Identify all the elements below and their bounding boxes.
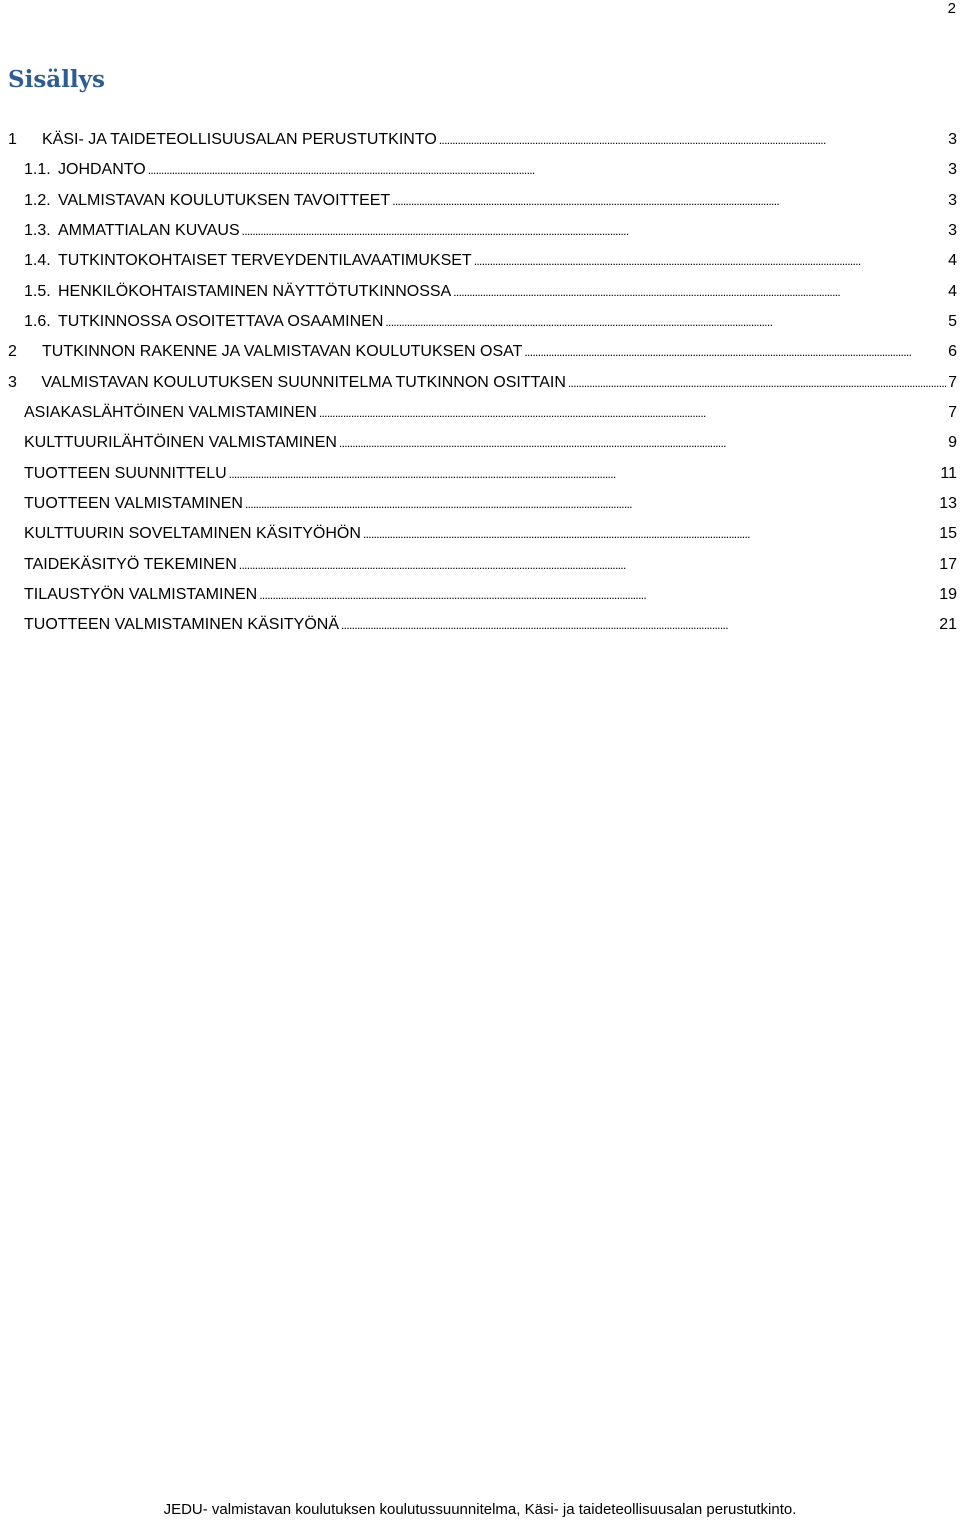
toc-entry-page: 3 [948, 191, 957, 209]
toc-entry-number: 1.4. [24, 252, 51, 270]
toc-entry-page: 4 [948, 252, 957, 270]
toc-entry[interactable] [8, 519, 957, 549]
toc-entry[interactable] [8, 186, 957, 216]
table-of-contents [8, 125, 957, 641]
toc-entry[interactable] [8, 610, 957, 640]
toc-entry-number: 1.3. [24, 221, 51, 239]
toc-dot-leader [392, 186, 946, 216]
toc-entry-title: VALMISTAVAN KOULUTUKSEN SUUNNITELMA TUTKINNON OSITTAIN [41, 373, 566, 391]
toc-dot-leader [245, 489, 937, 519]
toc-entry[interactable] [8, 216, 957, 246]
toc-entry-page: 6 [948, 343, 957, 361]
toc-entry[interactable] [8, 155, 957, 185]
toc-entry-page: 13 [939, 494, 957, 512]
page-number: 2 [947, 0, 956, 17]
toc-dot-leader [339, 428, 946, 458]
toc-entry-page: 9 [948, 434, 957, 452]
toc-entry[interactable] [8, 550, 957, 580]
toc-entry-number: 1.5. [24, 282, 51, 300]
toc-dot-leader [524, 337, 946, 367]
toc-entry-page: 4 [948, 282, 957, 300]
toc-entry-number: 3 [8, 373, 17, 391]
toc-entry-number: 1 [8, 131, 17, 148]
toc-dot-leader [568, 368, 946, 398]
toc-entry-title: KULTTUURIN SOVELTAMINEN KÄSITYÖHÖN [24, 525, 361, 543]
toc-entry-title: TUTKINNON RAKENNE JA VALMISTAVAN KOULUTUKSEN OSAT [42, 343, 523, 361]
toc-entry[interactable] [8, 580, 957, 610]
toc-dot-leader [474, 246, 946, 276]
toc-dot-leader [341, 610, 937, 640]
toc-entry-title: TUTKINNOSSA OSOITETTAVA OSAAMINEN [58, 312, 384, 330]
toc-entry-page: 19 [939, 585, 957, 603]
toc-dot-leader [239, 550, 937, 580]
toc-entry[interactable] [8, 398, 957, 428]
toc-dot-leader [242, 216, 946, 246]
toc-entry-title: TAIDEKÄSITYÖ TEKEMINEN [24, 555, 237, 573]
toc-dot-leader [148, 155, 946, 185]
toc-entry[interactable] [8, 489, 957, 519]
toc-entry[interactable] [8, 337, 957, 367]
toc-entry-title: AMMATTIALAN KUVAUS [58, 221, 240, 239]
toc-entry[interactable] [8, 246, 957, 276]
toc-entry-number: 1.1. [24, 161, 51, 179]
toc-entry-page: 11 [940, 464, 957, 482]
toc-entry-page: 3 [948, 161, 957, 179]
toc-dot-leader [453, 277, 946, 307]
toc-dot-leader [259, 580, 937, 610]
toc-entry-number: 1.2. [24, 191, 51, 209]
toc-entry-title: VALMISTAVAN KOULUTUKSEN TAVOITTEET [58, 191, 391, 209]
toc-dot-leader [439, 125, 946, 155]
toc-entry-title: TILAUSTYÖN VALMISTAMINEN [24, 585, 258, 603]
toc-entry[interactable] [8, 307, 957, 337]
toc-entry-title: TUOTTEEN SUUNNITTELU [24, 464, 227, 482]
toc-entry-page: 15 [939, 525, 957, 543]
toc-entry-title: JOHDANTO [58, 161, 146, 179]
toc-entry-page: 7 [948, 403, 957, 421]
toc-dot-leader [385, 307, 946, 337]
toc-dot-leader [229, 459, 939, 489]
toc-entry[interactable] [8, 459, 957, 489]
toc-dot-leader [363, 519, 937, 549]
toc-entry-title: KULTTUURILÄHTÖINEN VALMISTAMINEN [24, 434, 337, 452]
page-footer: JEDU- valmistavan koulutuksen koulutussuunnitelma, Käsi- ja taideteollisuusalan perustutkinto. [163, 1501, 797, 1518]
toc-entry-page: 5 [948, 312, 957, 330]
toc-entry-title: KÄSI- JA TAIDETEOLLISUUSALAN PERUSTUTKINTO [42, 131, 437, 148]
toc-heading: Sisällys [8, 66, 105, 93]
toc-entry-page: 3 [948, 221, 957, 239]
toc-entry-title: TUOTTEEN VALMISTAMINEN [24, 494, 243, 512]
toc-dot-leader [319, 398, 946, 428]
toc-entry[interactable] [8, 125, 957, 155]
toc-entry-title: TUTKINTOKOHTAISET TERVEYDENTILAVAATIMUKSET [58, 252, 472, 270]
toc-entry-page: 7 [948, 373, 957, 391]
toc-entry-number: 2 [8, 343, 17, 361]
toc-entry[interactable] [8, 277, 957, 307]
toc-entry-title: HENKILÖKOHTAISTAMINEN NÄYTTÖTUTKINNOSSA [58, 282, 452, 300]
toc-entry[interactable] [8, 368, 957, 398]
toc-entry-number: 1.6. [24, 312, 51, 330]
toc-entry[interactable] [8, 428, 957, 458]
toc-entry-title: TUOTTEEN VALMISTAMINEN KÄSITYÖNÄ [24, 616, 339, 634]
toc-entry-page: 3 [948, 131, 957, 148]
toc-entry-page: 21 [939, 616, 957, 634]
toc-entry-title: ASIAKASLÄHTÖINEN VALMISTAMINEN [24, 403, 317, 421]
toc-entry-page: 17 [939, 555, 957, 573]
